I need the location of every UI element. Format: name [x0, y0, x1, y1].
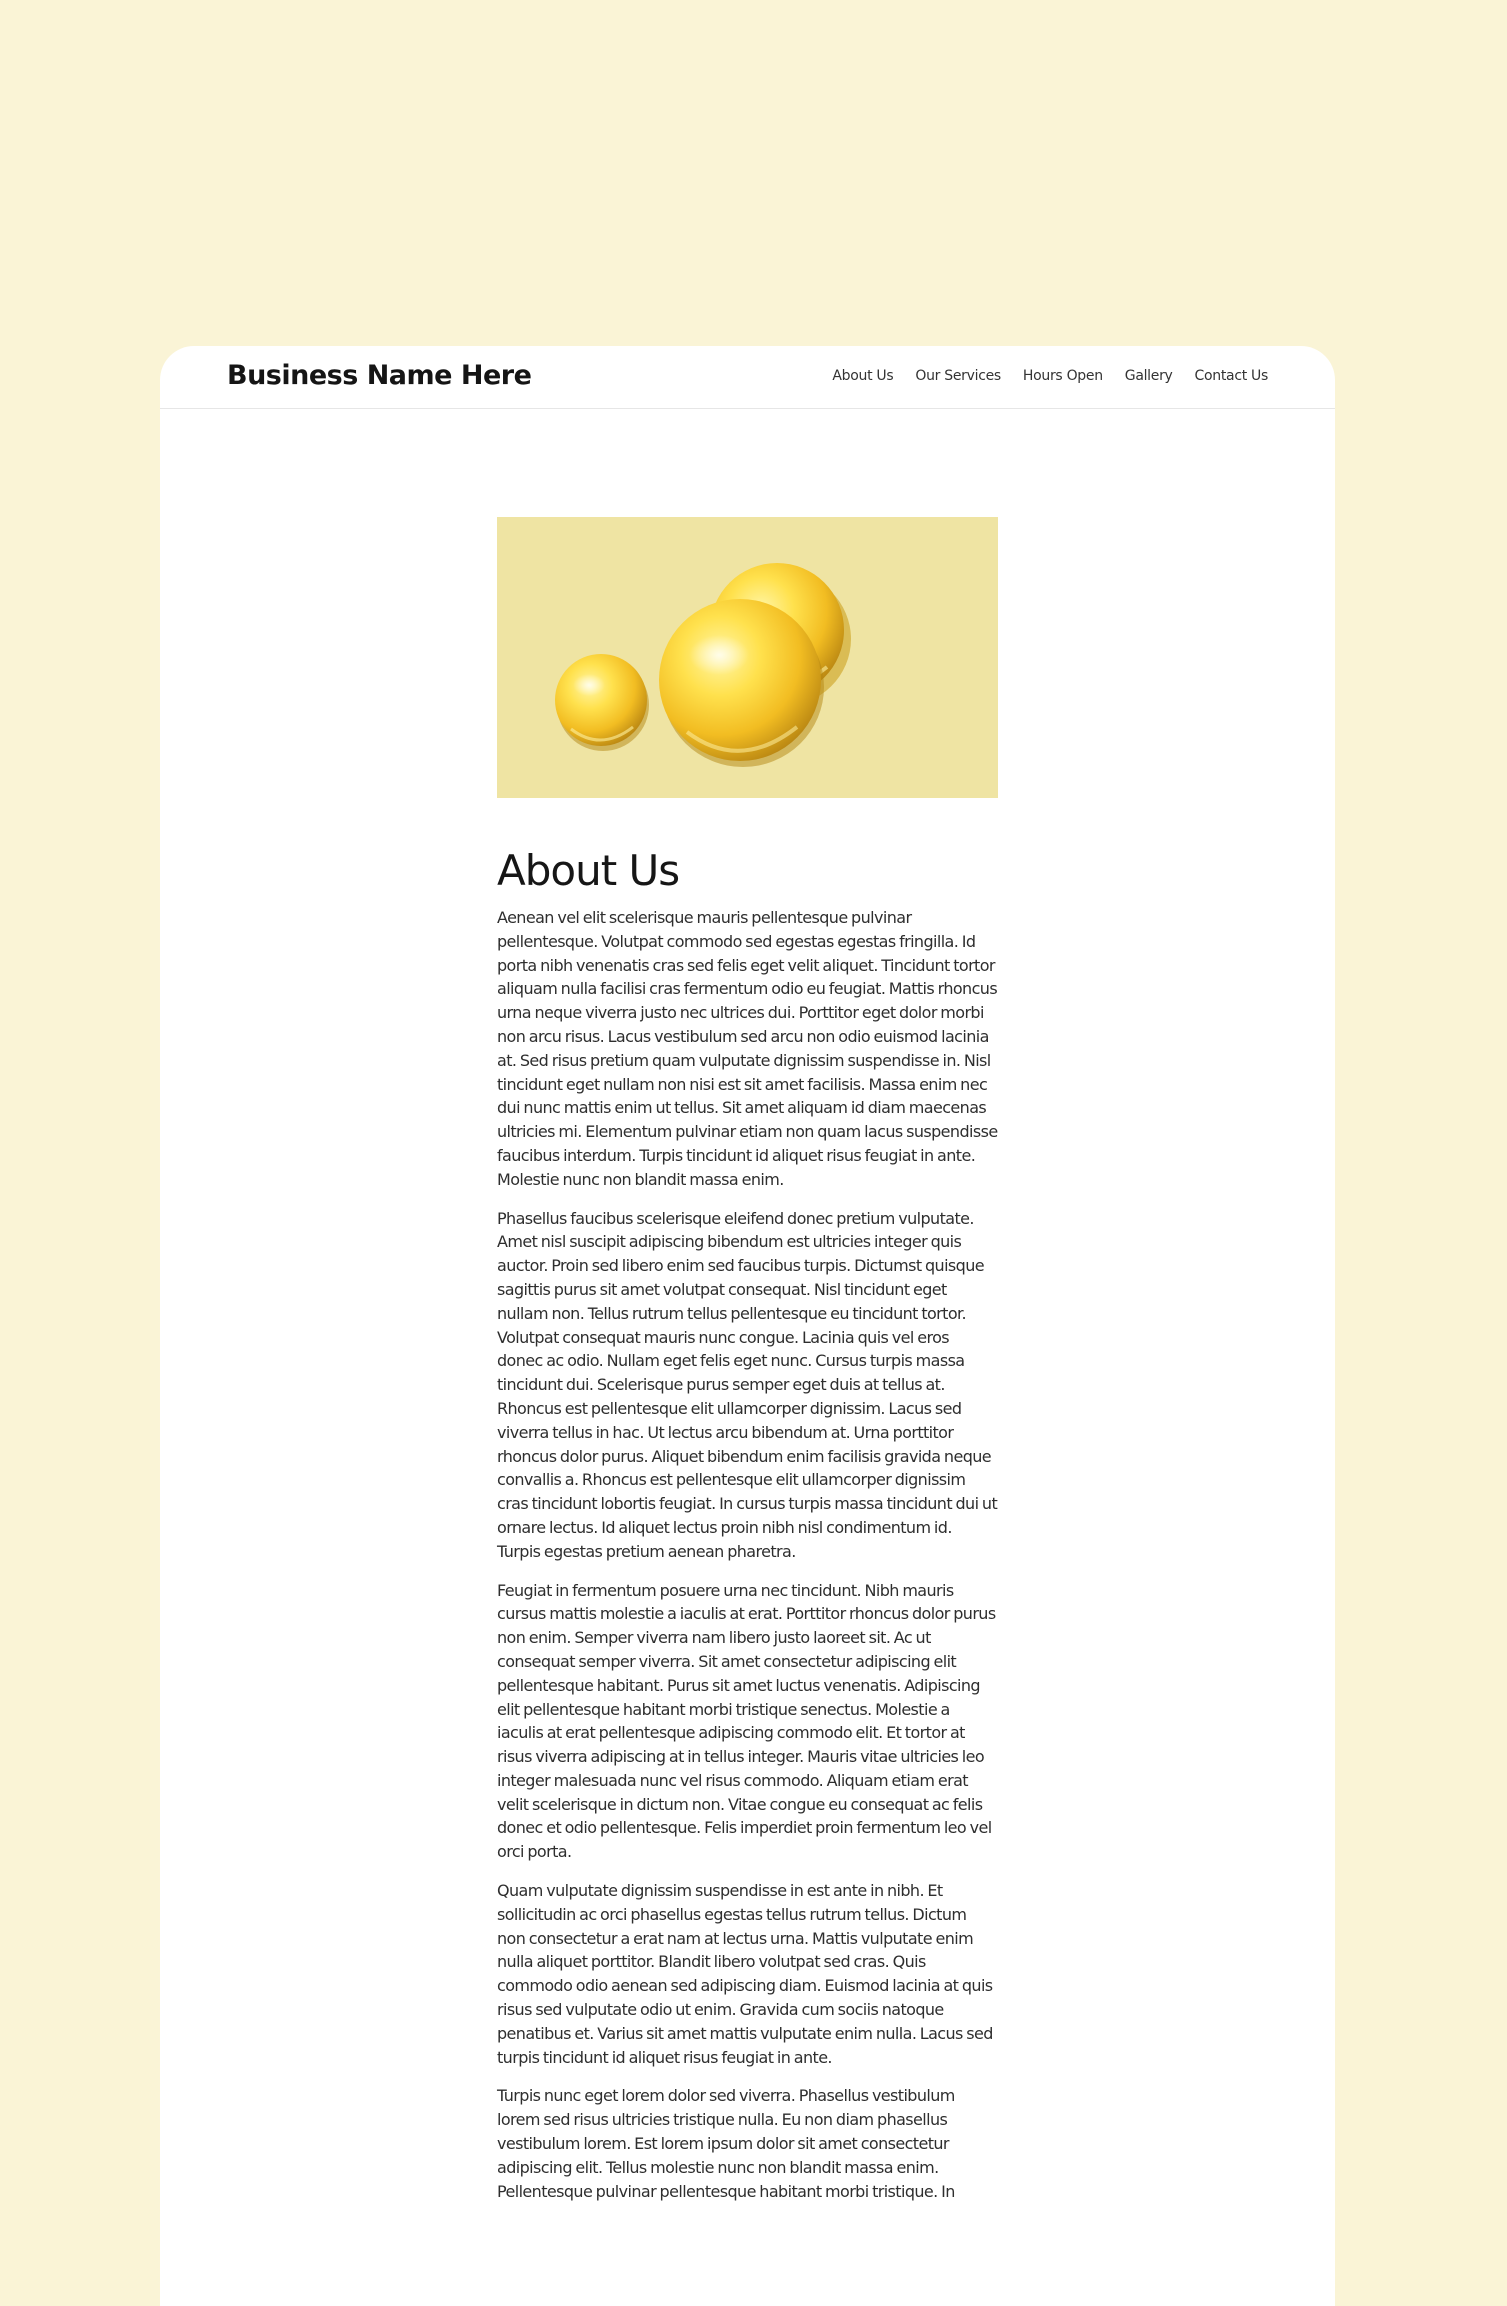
nav-our-services[interactable]: Our Services	[915, 368, 1001, 384]
paragraph: Aenean vel elit scelerisque mauris pellentesque pulvinar pellentesque. Volutpat commodo sed egestas egestas fringilla. Id porta nibh venenatis cras sed felis eget velit aliquet. Tincidunt tortor aliquam nulla facilisi cras fermentum odio eu feugiat. Mattis rhoncus urna neque viverra justo nec ultrices dui. Porttitor eget dolor morbi non arcu risus. Lacus vestibulum sed arcu non odio euismod lacinia at. Sed risus pretium quam vulputate dignissim suspendisse in. Nisl tincidunt eget nullam non nisi est sit amet facilisis. Massa enim nec dui nunc mattis enim ut tellus. Sit amet aliquam id diam maecenas ultricies mi. Elementum pulvinar etiam non quam lacus suspendisse faucibus interdum. Turpis tincidunt id aliquet risus feugiat in ante. Molestie nunc non blandit massa enim.	[497, 908, 998, 1189]
main-nav	[832, 368, 1268, 384]
sphere-small	[555, 654, 647, 746]
site-card	[160, 346, 1335, 2306]
nav-about-us[interactable]: About Us	[832, 368, 894, 384]
page-title: About Us	[497, 846, 680, 895]
nav-contact-us[interactable]: Contact Us	[1194, 368, 1268, 384]
brand-name[interactable]: Business Name Here	[227, 360, 532, 391]
site-header	[160, 346, 1335, 409]
hero-image	[497, 517, 998, 798]
paragraph: Quam vulputate dignissim suspendisse in est ante in nibh. Et sollicitudin ac orci phasellus egestas tellus rutrum tellus. Dictum non consectetur a erat nam at lectus urna. Mattis vulputate enim nulla aliquet porttitor. Blandit libero volutpat sed cras. Quis commodo odio aenean sed adipiscing diam. Euismod lacinia at quis risus sed vulputate odio ut enim. Gravida cum sociis natoque penatibus et. Varius sit amet mattis vulputate enim nulla. Lacus sed turpis tincidunt id aliquet risus feugiat in ante.	[497, 1881, 993, 2067]
nav-hours-open[interactable]: Hours Open	[1022, 368, 1103, 384]
nav-gallery[interactable]: Gallery	[1124, 368, 1173, 384]
paragraph: Phasellus faucibus scelerisque eleifend donec pretium vulputate. Amet nisl suscipit adipiscing bibendum est ultricies integer quis auctor. Proin sed libero enim sed faucibus turpis. Dictumst quisque sagittis purus sit amet volutpat consequat. Nisl tincidunt eget nullam non. Tellus rutrum tellus pellentesque eu tincidunt tortor. Volutpat consequat mauris nunc congue. Lacinia quis vel eros donec ac odio. Nullam eget felis eget nunc. Cursus turpis massa tincidunt dui. Scelerisque purus semper eget duis at tellus at. Rhoncus est pellentesque elit ullamcorper dignissim. Lacus sed viverra tellus in hac. Ut lectus arcu bibendum at. Urna porttitor rhoncus dolor purus. Aliquet bibendum enim facilisis gravida neque convallis a. Rhoncus est pellentesque elit ullamcorper dignissim cras tincidunt lobortis feugiat. In cursus turpis massa tincidunt dui ut ornare lectus. Id aliquet lectus proin nibh nisl condimentum id. Turpis egestas pretium aenean pharetra.	[497, 1208, 998, 1561]
sphere-middle	[659, 599, 821, 761]
paragraph: Turpis nunc eget lorem dolor sed viverra. Phasellus vestibulum lorem sed risus ultricies tristique nulla. Eu non diam phasellus vestibulum lorem. Est lorem ipsum dolor sit amet consectetur adipiscing elit. Tellus molestie nunc non blandit massa enim. Pellentesque pulvinar pellentesque habitant morbi tristique. In	[497, 2086, 955, 2201]
about-section	[497, 517, 998, 2218]
paragraph: Feugiat in fermentum posuere urna nec tincidunt. Nibh mauris cursus mattis molestie a iaculis at erat. Porttitor rhoncus dolor purus non enim. Semper viverra nam libero justo laoreet sit. Ac ut consequat semper viverra. Sit amet consectetur adipiscing elit pellentesque habitant. Purus sit amet luctus venenatis. Adipiscing elit pellentesque habitant morbi tristique senectus. Molestie a iaculis at erat pellentesque adipiscing commodo elit. Et tortor at risus viverra adipiscing at in tellus integer. Mauris vitae ultricies leo integer malesuada nunc vel risus commodo. Aliquam etiam erat velit scelerisque in dictum non. Vitae congue eu consequat ac felis donec et odio pellentesque. Felis imperdiet proin fermentum leo vel orci porta.	[497, 1580, 996, 1862]
